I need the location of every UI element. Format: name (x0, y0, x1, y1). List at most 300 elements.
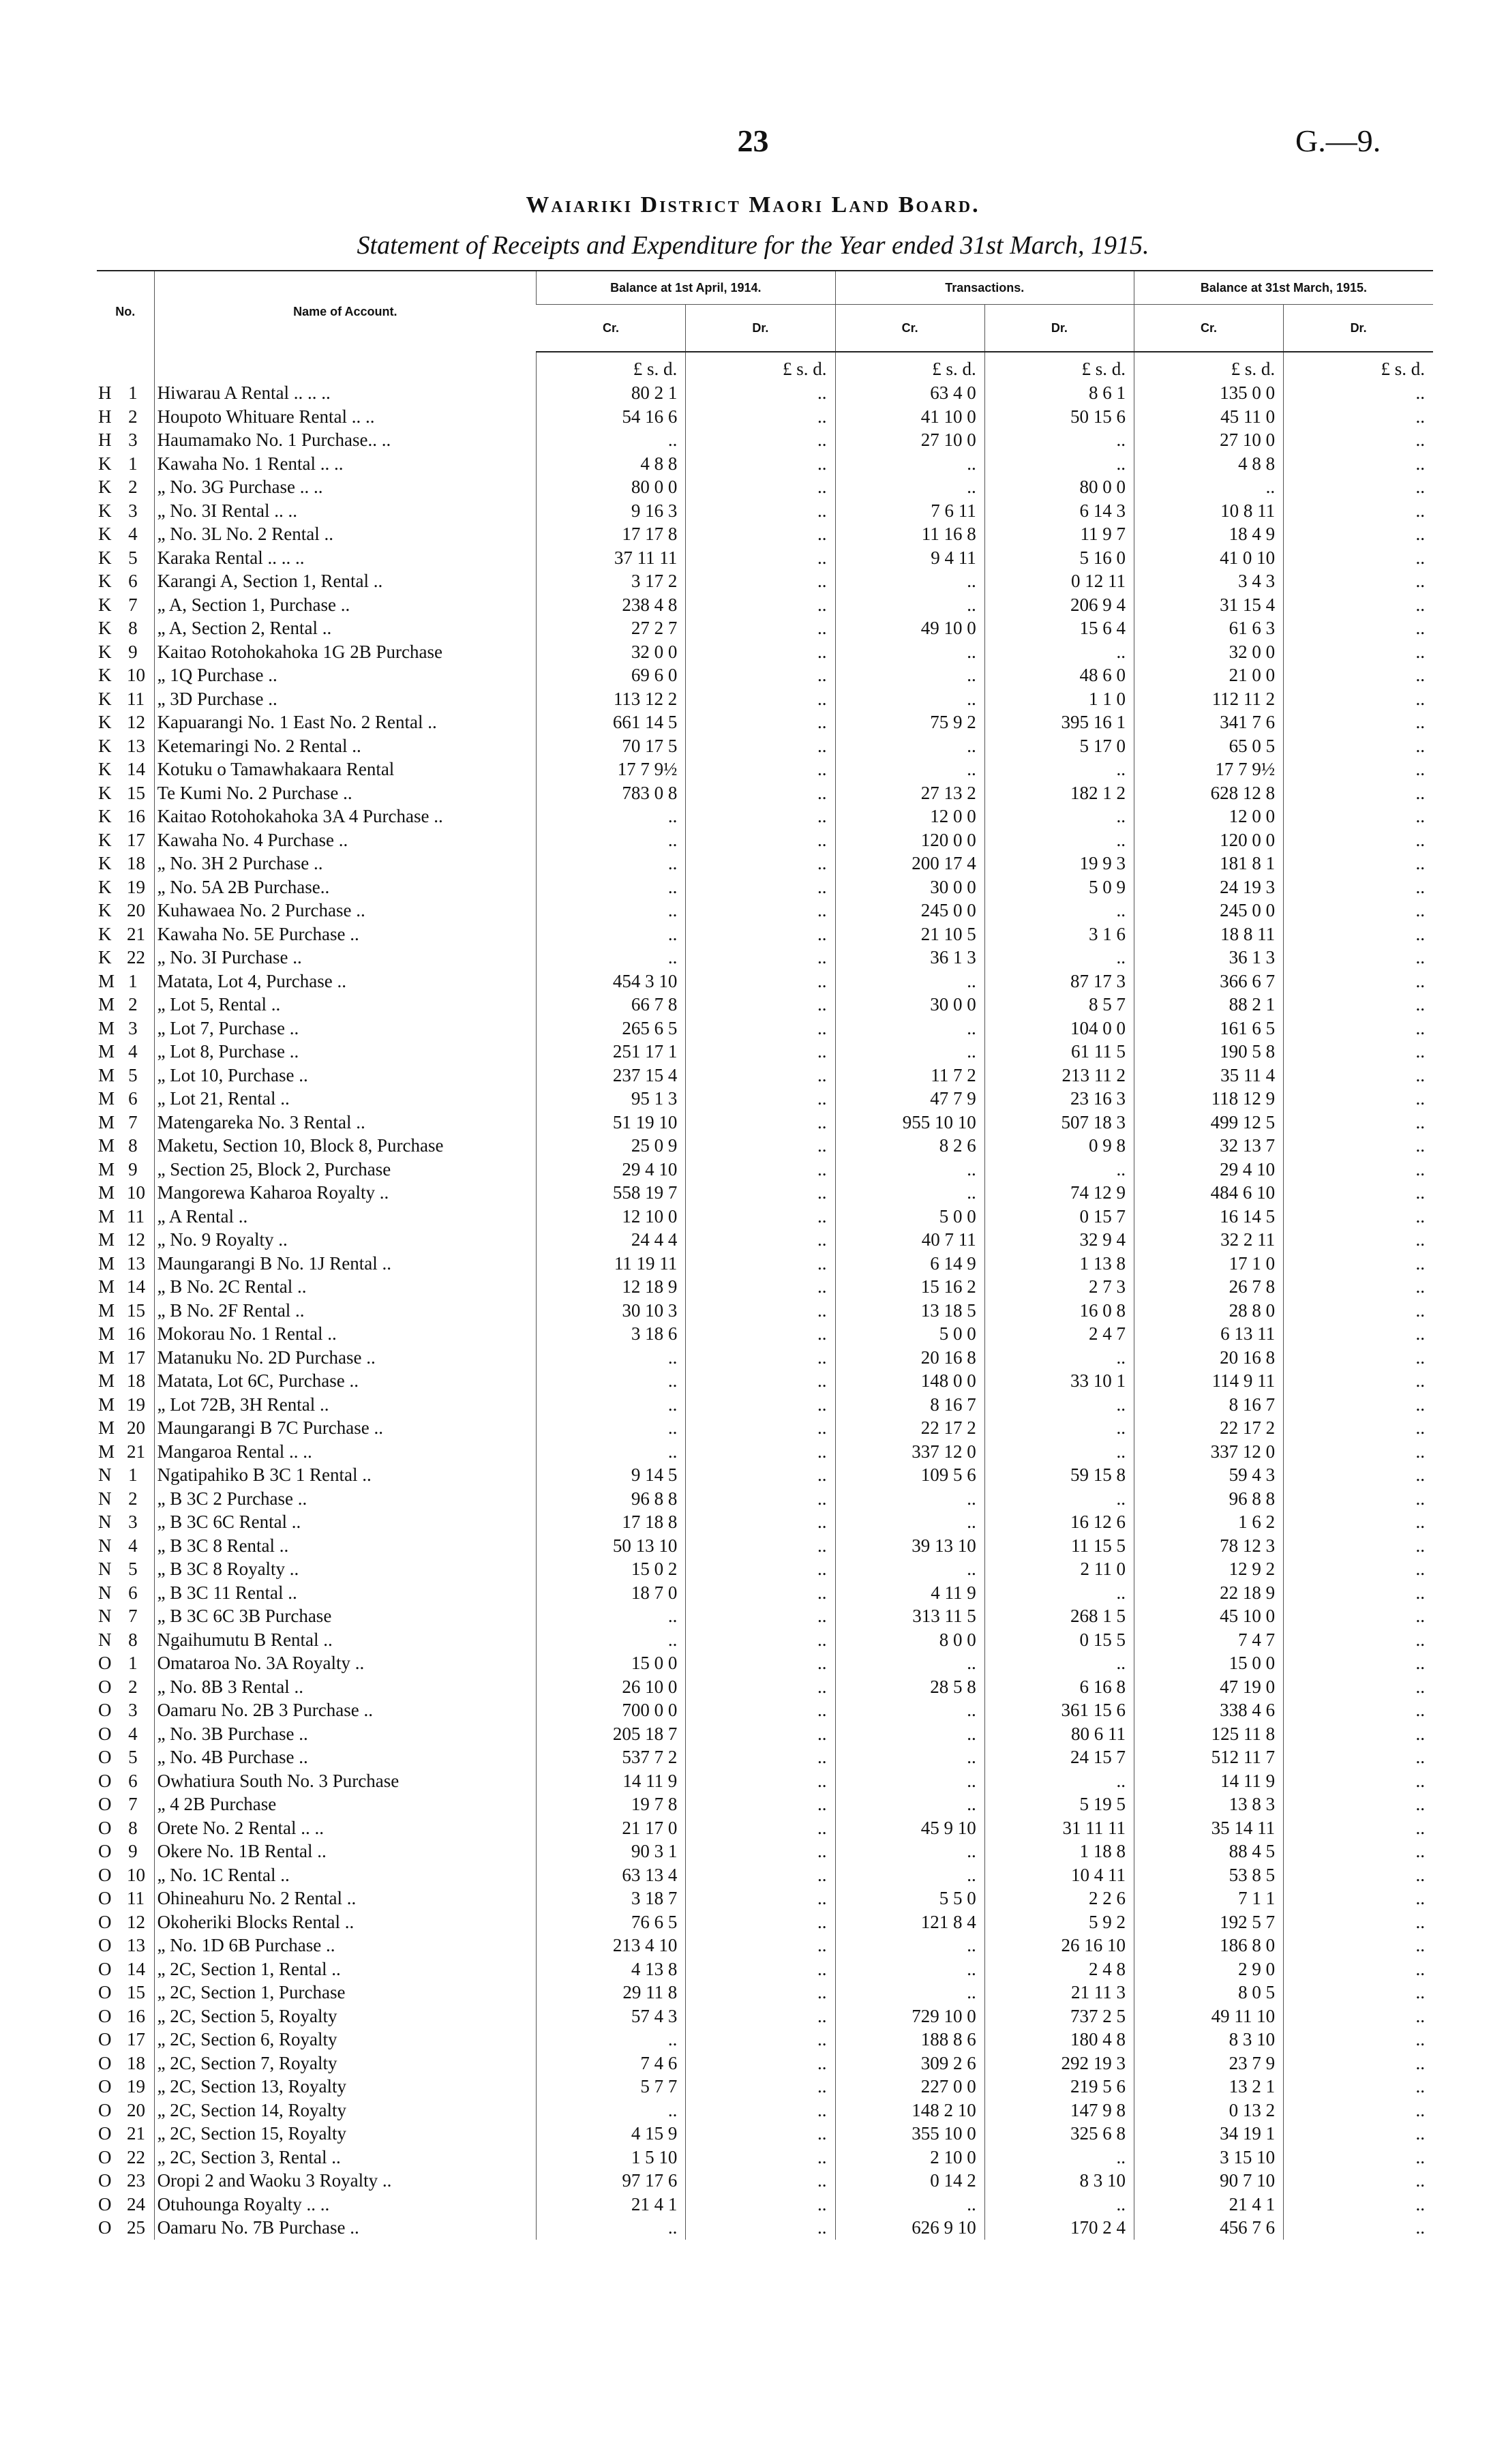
balance-end-dr: .. (1284, 1675, 1433, 1699)
balance-end-dr: .. (1284, 1322, 1433, 1346)
balance-end-cr: 366 6 7 (1134, 970, 1283, 993)
row-number: 8 (128, 1135, 138, 1156)
balance-start-dr: .. (686, 1275, 835, 1299)
balance-end-cr: 45 11 0 (1134, 405, 1283, 429)
table-row (97, 405, 1433, 429)
row-letter: K (98, 947, 112, 968)
table-row (97, 1158, 1433, 1182)
row-number: 11 (127, 1205, 145, 1227)
transactions-dr: 48 6 0 (984, 663, 1134, 687)
row-number: 3 (128, 1017, 138, 1038)
account-name: „ Lot 21, Rental .. (154, 1087, 537, 1111)
row-number: 19 (127, 2076, 146, 2097)
transactions-dr: 361 15 6 (984, 1698, 1134, 1722)
transactions-dr: 0 15 5 (984, 1628, 1134, 1652)
balance-end-cr: 18 4 9 (1134, 522, 1283, 546)
balance-end-cr: 34 19 1 (1134, 2122, 1283, 2146)
group-header-balance-end: Balance at 31st March, 1915. (1134, 271, 1433, 305)
balance-start-dr: .. (686, 710, 835, 734)
transactions-dr: 180 4 8 (984, 2028, 1134, 2052)
row-number: 7 (128, 1606, 138, 1627)
balance-end-cr: 13 8 3 (1134, 1792, 1283, 1816)
balance-start-cr: 18 7 0 (537, 1581, 686, 1605)
account-name: Kapuarangi No. 1 East No. 2 Rental .. (154, 710, 537, 734)
balance-start-dr: .. (686, 405, 835, 429)
row-letter: K (98, 900, 112, 921)
transactions-dr: 15 6 4 (984, 616, 1134, 640)
balance-end-cr: 484 6 10 (1134, 1181, 1283, 1205)
units-spacer (154, 352, 537, 381)
balance-end-cr: 8 16 7 (1134, 1393, 1283, 1417)
row-letter: M (98, 1017, 115, 1038)
row-letter: K (98, 923, 112, 944)
balance-end-cr: 45 10 0 (1134, 1604, 1283, 1628)
balance-start-cr: 76 6 5 (537, 1910, 686, 1934)
transactions-cr: 8 0 0 (835, 1628, 984, 1652)
balance-start-cr: .. (537, 852, 686, 875)
balance-start-cr: 15 0 0 (537, 1651, 686, 1675)
table-row (97, 1581, 1433, 1605)
balance-end-dr: .. (1284, 1534, 1433, 1558)
transactions-dr: 32 9 4 (984, 1228, 1134, 1252)
row-number: 4 (128, 1535, 138, 1556)
transactions-cr: 20 16 8 (835, 1346, 984, 1370)
row-letter: O (98, 2217, 112, 2238)
table-row (97, 922, 1433, 946)
account-name: „ No. 3L No. 2 Rental .. (154, 522, 537, 546)
row-letter: M (98, 1394, 115, 1415)
row-number: 2 (128, 477, 138, 498)
balance-end-dr: .. (1284, 1910, 1433, 1934)
units-label: £ s. d. (1134, 352, 1283, 381)
balance-start-dr: .. (686, 1369, 835, 1393)
transactions-dr: 33 10 1 (984, 1369, 1134, 1393)
balance-start-dr: .. (686, 1581, 835, 1605)
row-number: 18 (127, 853, 146, 874)
table-row (97, 828, 1433, 852)
table-body (97, 352, 1433, 2240)
units-row (97, 352, 1433, 381)
table-row (97, 1252, 1433, 1276)
account-name: „ B No. 2F Rental .. (154, 1299, 537, 1323)
row-number: 4 (128, 1041, 138, 1062)
transactions-cr: 313 11 5 (835, 1604, 984, 1628)
balance-end-cr: 21 4 1 (1134, 2193, 1283, 2217)
balance-end-dr: .. (1284, 1369, 1433, 1393)
row-letter: N (98, 1464, 112, 1486)
balance-end-dr: .. (1284, 2216, 1433, 2240)
balance-start-dr: .. (686, 687, 835, 711)
balance-start-dr: .. (686, 2099, 835, 2122)
balance-start-cr: 27 2 7 (537, 616, 686, 640)
balance-start-cr: 454 3 10 (537, 970, 686, 993)
col-header-dr: Dr. (984, 305, 1134, 352)
table-row (97, 1863, 1433, 1887)
balance-start-cr: .. (537, 1369, 686, 1393)
row-number: 16 (127, 806, 146, 827)
balance-start-cr: 265 6 5 (537, 1017, 686, 1040)
row-letter: O (98, 1770, 112, 1791)
transactions-dr: 10 4 11 (984, 1863, 1134, 1887)
balance-start-dr: .. (686, 757, 835, 781)
row-number: 21 (127, 2123, 146, 2144)
balance-end-cr: 1 6 2 (1134, 1510, 1283, 1534)
transactions-dr: 737 2 5 (984, 2004, 1134, 2028)
transactions-cr: 227 0 0 (835, 2075, 984, 2099)
balance-start-cr: 54 16 6 (537, 405, 686, 429)
balance-start-dr: .. (686, 1745, 835, 1769)
table-row (97, 522, 1433, 546)
row-letter: M (98, 1135, 115, 1156)
balance-start-dr: .. (686, 2169, 835, 2193)
table-row (97, 499, 1433, 523)
units-spacer (97, 352, 124, 381)
transactions-cr: 120 0 0 (835, 828, 984, 852)
balance-start-dr: .. (686, 1463, 835, 1487)
balance-end-cr: 12 0 0 (1134, 805, 1283, 828)
transactions-dr: 50 15 6 (984, 405, 1134, 429)
transactions-dr: .. (984, 805, 1134, 828)
balance-start-dr: .. (686, 1887, 835, 1910)
transactions-dr: .. (984, 946, 1134, 970)
balance-end-dr: .. (1284, 970, 1433, 993)
balance-end-cr: 120 0 0 (1134, 828, 1283, 852)
table-row (97, 1628, 1433, 1652)
balance-end-dr: .. (1284, 1134, 1433, 1158)
row-letter: O (98, 1888, 112, 1909)
balance-start-cr: 3 17 2 (537, 569, 686, 593)
table-row (97, 2169, 1433, 2193)
transactions-dr: 1 18 8 (984, 1839, 1134, 1863)
balance-start-cr: .. (537, 2028, 686, 2052)
row-letter: O (98, 1794, 112, 1815)
account-name: Kaitao Rotohokahoka 1G 2B Purchase (154, 640, 537, 664)
account-name: Oropi 2 and Waoku 3 Royalty .. (154, 2169, 537, 2193)
account-name: „ Section 25, Block 2, Purchase (154, 1158, 537, 1182)
balance-start-cr: 66 7 8 (537, 993, 686, 1017)
col-header-dr: Dr. (1284, 305, 1433, 352)
balance-start-cr: .. (537, 1416, 686, 1440)
row-number: 3 (128, 500, 138, 521)
row-letter: K (98, 712, 112, 733)
table-row (97, 1722, 1433, 1746)
balance-end-dr: .. (1284, 828, 1433, 852)
balance-start-cr: 4 15 9 (537, 2122, 686, 2146)
balance-end-cr: 3 15 10 (1134, 2146, 1283, 2169)
balance-start-cr: 50 13 10 (537, 1534, 686, 1558)
row-letter: M (98, 1041, 115, 1062)
balance-start-cr: 69 6 0 (537, 663, 686, 687)
balance-start-dr: .. (686, 922, 835, 946)
balance-end-cr: 245 0 0 (1134, 899, 1283, 922)
transactions-cr: 45 9 10 (835, 1816, 984, 1840)
transactions-cr: .. (835, 1981, 984, 2004)
table-row (97, 1181, 1433, 1205)
table-row (97, 2193, 1433, 2217)
transactions-cr: 30 0 0 (835, 993, 984, 1017)
balance-start-dr: .. (686, 1604, 835, 1628)
transactions-dr: 507 18 3 (984, 1111, 1134, 1135)
balance-end-cr: 20 16 8 (1134, 1346, 1283, 1370)
balance-end-dr: .. (1284, 1957, 1433, 1981)
row-letter: M (98, 1347, 115, 1368)
balance-end-dr: .. (1284, 2028, 1433, 2052)
table-row (97, 852, 1433, 875)
balance-end-dr: .. (1284, 2146, 1433, 2169)
table-row (97, 2075, 1433, 2099)
transactions-dr: 395 16 1 (984, 710, 1134, 734)
row-letter: M (98, 994, 115, 1015)
balance-start-dr: .. (686, 1910, 835, 1934)
balance-end-dr: .. (1284, 2075, 1433, 2099)
row-letter: O (98, 2005, 112, 2026)
balance-end-dr: .. (1284, 1557, 1433, 1581)
transactions-cr: .. (835, 663, 984, 687)
balance-end-dr: .. (1284, 1934, 1433, 1957)
row-letter: K (98, 594, 112, 615)
balance-end-dr: .. (1284, 428, 1433, 452)
row-letter: N (98, 1629, 112, 1650)
account-name: Okoheriki Blocks Rental .. (154, 1910, 537, 1934)
balance-start-dr: .. (686, 1816, 835, 1840)
balance-start-dr: .. (686, 805, 835, 828)
account-name: Ketemaringi No. 2 Rental .. (154, 734, 537, 758)
balance-start-cr: 95 1 3 (537, 1087, 686, 1111)
transactions-cr: 75 9 2 (835, 710, 984, 734)
account-name: „ 2C, Section 1, Rental .. (154, 1957, 537, 1981)
account-name: Otuhounga Royalty .. .. (154, 2193, 537, 2217)
row-letter: O (98, 1982, 112, 2003)
balance-start-dr: .. (686, 569, 835, 593)
balance-start-dr: .. (686, 2075, 835, 2099)
row-letter: N (98, 1488, 112, 1509)
row-number: 24 (127, 2193, 146, 2214)
balance-end-dr: .. (1284, 616, 1433, 640)
row-letter: O (98, 1653, 112, 1674)
balance-start-dr: .. (686, 2122, 835, 2146)
row-letter: M (98, 1158, 115, 1180)
account-name: „ 2C, Section 14, Royalty (154, 2099, 537, 2122)
balance-end-cr: 35 14 11 (1134, 1816, 1283, 1840)
row-letter: M (98, 1252, 115, 1274)
transactions-dr: .. (984, 452, 1134, 476)
balance-start-cr: 15 0 2 (537, 1557, 686, 1581)
row-number: 14 (127, 759, 146, 780)
row-letter: N (98, 1606, 112, 1627)
transactions-dr: 182 1 2 (984, 781, 1134, 805)
account-name: „ A, Section 2, Rental .. (154, 616, 537, 640)
transactions-cr: 337 12 0 (835, 1440, 984, 1464)
balance-end-dr: .. (1284, 946, 1433, 970)
account-name: Matata, Lot 4, Purchase .. (154, 970, 537, 993)
row-number: 8 (128, 1629, 138, 1650)
transactions-dr: 11 15 5 (984, 1534, 1134, 1558)
transactions-cr: .. (835, 1158, 984, 1182)
balance-start-dr: .. (686, 452, 835, 476)
balance-start-cr: .. (537, 875, 686, 899)
table-row (97, 1111, 1433, 1135)
balance-end-dr: .. (1284, 1087, 1433, 1111)
table-row (97, 1275, 1433, 1299)
row-letter: H (98, 382, 112, 404)
row-letter: M (98, 1370, 115, 1392)
transactions-cr: .. (835, 1698, 984, 1722)
row-number: 20 (127, 2099, 146, 2120)
transactions-cr: 12 0 0 (835, 805, 984, 828)
table-row (97, 1769, 1433, 1793)
balance-end-dr: .. (1284, 381, 1433, 405)
table-row (97, 946, 1433, 970)
row-number: 25 (127, 2217, 146, 2238)
row-letter: K (98, 641, 112, 662)
balance-end-cr: 118 12 9 (1134, 1087, 1283, 1111)
row-number: 15 (127, 1299, 146, 1321)
table-row (97, 899, 1433, 922)
table-row (97, 687, 1433, 711)
transactions-cr: .. (835, 1510, 984, 1534)
balance-start-cr: 14 11 9 (537, 1769, 686, 1793)
row-letter: N (98, 1582, 112, 1603)
account-name: „ 2C, Section 3, Rental .. (154, 2146, 537, 2169)
table-row (97, 1416, 1433, 1440)
row-letter: K (98, 806, 112, 827)
balance-start-dr: .. (686, 2193, 835, 2217)
balance-start-cr: 7 4 6 (537, 2052, 686, 2075)
account-name: „ 2C, Section 6, Royalty (154, 2028, 537, 2052)
account-name: Kawaha No. 5E Purchase .. (154, 922, 537, 946)
balance-start-dr: .. (686, 593, 835, 617)
balance-start-dr: .. (686, 828, 835, 852)
balance-end-cr: 135 0 0 (1134, 381, 1283, 405)
row-letter: N (98, 1559, 112, 1580)
table-row (97, 1346, 1433, 1370)
account-name: Kawaha No. 4 Purchase .. (154, 828, 537, 852)
table-row (97, 569, 1433, 593)
row-number: 21 (127, 1441, 146, 1462)
row-number: 11 (127, 1888, 145, 1909)
balance-end-dr: .. (1284, 1111, 1433, 1135)
table-row (97, 757, 1433, 781)
balance-start-cr: 1 5 10 (537, 2146, 686, 2169)
balance-end-cr: 7 4 7 (1134, 1628, 1283, 1652)
account-name: „ B No. 2C Rental .. (154, 1275, 537, 1299)
row-letter: O (98, 2146, 112, 2167)
transactions-cr: 5 0 0 (835, 1322, 984, 1346)
transactions-cr: 4 11 9 (835, 1581, 984, 1605)
balance-start-cr: 783 0 8 (537, 781, 686, 805)
transactions-dr: .. (984, 757, 1134, 781)
balance-start-dr: .. (686, 993, 835, 1017)
transactions-dr: 24 15 7 (984, 1745, 1134, 1769)
balance-start-cr: .. (537, 1440, 686, 1464)
balance-start-dr: .. (686, 1698, 835, 1722)
transactions-cr: 309 2 6 (835, 2052, 984, 2075)
row-letter: K (98, 477, 112, 498)
balance-start-cr: 12 10 0 (537, 1205, 686, 1229)
account-name: „ 4 2B Purchase (154, 1792, 537, 1816)
row-letter: K (98, 571, 112, 592)
balance-end-dr: .. (1284, 710, 1433, 734)
account-name: Ngatipahiko B 3C 1 Rental .. (154, 1463, 537, 1487)
balance-start-cr: .. (537, 1604, 686, 1628)
units-spacer (124, 352, 154, 381)
balance-start-dr: .. (686, 899, 835, 922)
balance-end-cr: 18 8 11 (1134, 922, 1283, 946)
row-number: 7 (128, 1794, 138, 1815)
table-row (97, 970, 1433, 993)
transactions-cr: 21 10 5 (835, 922, 984, 946)
balance-end-dr: .. (1284, 499, 1433, 523)
transactions-dr: 219 5 6 (984, 2075, 1134, 2099)
account-name: „ Lot 10, Purchase .. (154, 1064, 537, 1087)
account-name: „ No. 4B Purchase .. (154, 1745, 537, 1769)
transactions-dr: 59 15 8 (984, 1463, 1134, 1487)
balance-start-dr: .. (686, 1934, 835, 1957)
account-name: „ A Rental .. (154, 1205, 537, 1229)
balance-start-dr: .. (686, 852, 835, 875)
balance-start-cr: 237 15 4 (537, 1064, 686, 1087)
balance-end-dr: .. (1284, 757, 1433, 781)
transactions-cr: 121 8 4 (835, 1910, 984, 1934)
balance-start-dr: .. (686, 522, 835, 546)
balance-start-cr: 24 4 4 (537, 1228, 686, 1252)
account-name: Orete No. 2 Rental .. .. (154, 1816, 537, 1840)
account-name: „ 2C, Section 5, Royalty (154, 2004, 537, 2028)
transactions-cr: .. (835, 640, 984, 664)
row-letter: O (98, 1841, 112, 1862)
row-number: 15 (127, 1982, 146, 2003)
balance-end-dr: .. (1284, 1510, 1433, 1534)
account-name: „ A, Section 1, Purchase .. (154, 593, 537, 617)
units-label: £ s. d. (1284, 352, 1433, 381)
row-number: 5 (128, 1064, 138, 1085)
transactions-dr: .. (984, 899, 1134, 922)
account-name: Karaka Rental .. .. .. (154, 546, 537, 570)
row-number: 1 (128, 1653, 138, 1674)
row-number: 12 (127, 1911, 146, 1932)
row-letter: O (98, 1935, 112, 1956)
row-number: 9 (128, 1158, 138, 1180)
transactions-dr: 2 2 6 (984, 1887, 1134, 1910)
row-number: 4 (128, 524, 138, 545)
row-letter: K (98, 829, 112, 850)
balance-start-dr: .. (686, 1981, 835, 2004)
balance-start-dr: .. (686, 1440, 835, 1464)
balance-end-cr: 337 12 0 (1134, 1440, 1283, 1464)
account-name: „ B 3C 6C 3B Purchase (154, 1604, 537, 1628)
row-letter: M (98, 1299, 115, 1321)
balance-start-cr: 26 10 0 (537, 1675, 686, 1699)
row-letter: O (98, 2029, 112, 2050)
balance-end-dr: .. (1284, 546, 1433, 570)
balance-end-cr: 88 2 1 (1134, 993, 1283, 1017)
transactions-dr: 147 9 8 (984, 2099, 1134, 2122)
balance-end-dr: .. (1284, 1346, 1433, 1370)
transactions-cr: 5 5 0 (835, 1887, 984, 1910)
balance-end-cr: 12 9 2 (1134, 1557, 1283, 1581)
row-number: 2 (128, 994, 138, 1015)
account-name: Omataroa No. 3A Royalty .. (154, 1651, 537, 1675)
balance-end-cr: 186 8 0 (1134, 1934, 1283, 1957)
table-row (97, 1792, 1433, 1816)
balance-end-cr: 41 0 10 (1134, 546, 1283, 570)
balance-end-cr: 90 7 10 (1134, 2169, 1283, 2193)
balance-start-cr: 661 14 5 (537, 710, 686, 734)
balance-start-cr: 4 13 8 (537, 1957, 686, 1981)
transactions-dr: 16 12 6 (984, 1510, 1134, 1534)
row-letter: O (98, 2170, 112, 2191)
balance-end-cr: 59 4 3 (1134, 1463, 1283, 1487)
